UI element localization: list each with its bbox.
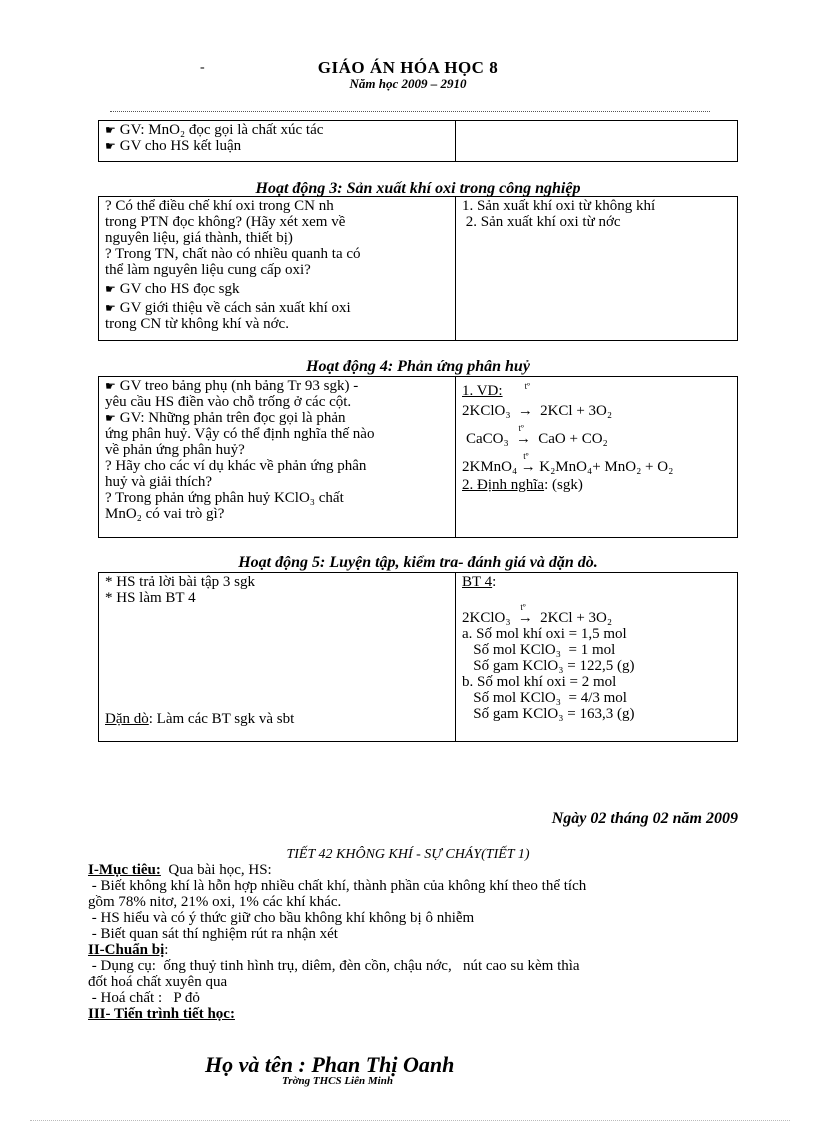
activity5-right: BT 4: 2KClO₃ → tº 2KCl + 3O₂ a. Số mol khí oxi = 1,5 mol Số mol KClO₃ = 1 mol Số gam KClO₃ = 122,5 (g) b. Số mol khí oxi = 2 mol Số mol KClO₃ = 4/3 mol Số gam KClO₃ = 163,3 (g) (456, 573, 738, 742)
exercise-label: BT 4 (462, 574, 493, 590)
definition-label: 2. Định nghĩa (462, 477, 545, 493)
lesson-body: I-Mục tiêu: Qua bài học, HS: - Biết không khí là hỗn hợp nhiều chất khí, thành phần của không khí theo thể tích gồm 78% nitơ, 21% oxi, 1% các khí khác. - HS hiểu và có ý thức giữ cho bầu không khí không bị ô nhiễm - Biết quan sát thí nghiệm rút ra nhận xét II-Chuẩn bị: - Dụng cụ: ống thuỷ tinh hình trụ, diêm, đèn cồn, chậu nớc, nút cao su kèm thìa đốt hoá chất xuyên qua - Hoá chất : P đỏ III- Tiến trình tiết học: (88, 862, 587, 1022)
hand-pointer-icon: ☛ (105, 123, 116, 137)
activity4-left: ☛ GV treo bảng phụ (nh bảng Tr 93 sgk) - yêu cầu HS điền vào chỗ trống ở các cột. ☛ GV: Những phản trên đọc gọi là phản ứng phân huỷ. Vậy có thể định nghĩa thế nào về phản ứng phân huỷ? ? Hãy cho các ví dụ khác về phản ứng phân huỷ và giải thích? ? Trong phản ứng phân huỷ KClO₃ chất MnO₂ có vai trò gì? (99, 377, 456, 538)
example-label: 1. VD: (462, 383, 503, 399)
arrow-icon: → tº (515, 423, 531, 447)
arrow-icon: → tº (517, 602, 533, 626)
activity3-right: 1. Sản xuất khí oxi từ không khí 2. Sản xuất khí oxi từ nớc (456, 197, 738, 341)
lesson-date: Ngày 02 tháng 02 năm 2009 (551, 810, 738, 827)
equation-1: 2KClO₃ → 2KCl + 3O₂ (462, 403, 613, 419)
hand-pointer-icon: ☛ (105, 379, 116, 393)
activity5-left: * HS trả lời bài tập 3 sgk * HS làm BT 4 Dặn dò: Làm các BT sgk và sbt (99, 573, 456, 742)
activity3-heading: Hoạt động 3: Sản xuất khí oxi trong công nghiệp (255, 180, 581, 197)
author-name: Họ và tên : Phan Thị Oanh (205, 1052, 455, 1077)
table-continued-left: ☛ GV: MnO₂ đọc gọi là chất xúc tác ☛ GV cho HS kết luận (99, 121, 456, 162)
table-continued (98, 120, 738, 162)
lesson-title: TIẾT 42 KHÔNG KHÍ - SỰ CHÁY(TIẾT 1) (286, 847, 530, 862)
objectives-label: I-Mục tiêu: (88, 862, 161, 878)
homework-label: Dặn dò (105, 711, 149, 727)
header-divider (110, 111, 710, 112)
hand-pointer-icon: ☛ (105, 282, 116, 296)
header-dash: - (200, 60, 205, 75)
activity4-heading: Hoạt động 4: Phản ứng phân huỷ (306, 358, 530, 375)
footer-divider (30, 1120, 790, 1121)
arrow-icon: → tº (520, 451, 536, 475)
equation-3: 2KMnO₄ → tº K₂MnO₄+ MnO₂ + O₂ (462, 451, 674, 475)
hand-pointer-icon: ☛ (105, 411, 116, 425)
arrow-icon: → (517, 403, 533, 419)
activity3-left: ? Có thể điều chế khí oxi trong CN nh trong PTN đọc không? (Hãy xét xem về nguyên liệu, giá thành, thiết bị) ? Trong TN, chất nào có nhiều quanh ta có thể làm nguyên liệu cung cấp oxi? ☛ GV cho HS đọc sgk ☛ GV giới thiệu về cách sản xuất khí oxi trong CN từ không khí và nớc. (99, 197, 456, 341)
table-continued-right (456, 121, 738, 162)
equation-bt4: 2KClO₃ → tº 2KCl + 3O₂ (462, 602, 613, 626)
equation-2: CaCO₃ → tº CaO + CO₂ (466, 423, 608, 447)
school-year: Năm học 2009 – 2910 (349, 76, 467, 91)
hand-pointer-icon: ☛ (105, 301, 116, 315)
activity4-table (98, 376, 738, 538)
procedure-label: III- Tiến trình tiết học: (88, 1006, 235, 1022)
author-school: Trờng THCS Liên Minh (282, 1075, 393, 1087)
document-title: GIÁO ÁN HÓA HỌC 8 (317, 58, 499, 77)
activity5-table (98, 572, 738, 742)
preparation-label: II-Chuẩn bị (88, 942, 165, 958)
hand-pointer-icon: ☛ (105, 139, 116, 153)
activity4-right: 1. VD: $^{tº}$ 2KClO₃ → 2KCl + 3O₂ CaCO₃ → tº CaO + CO₂ 2KMnO₄ → tº K₂MnO₄+ MnO₂ + O₂ 2. Định nghĩa: (sgk) (456, 377, 738, 538)
activity3-table (98, 196, 738, 341)
activity5-heading: Hoạt động 5: Luyện tập, kiểm tra- đánh giá và dặn dò. (238, 554, 598, 571)
temperature-mark: tº (524, 381, 530, 391)
